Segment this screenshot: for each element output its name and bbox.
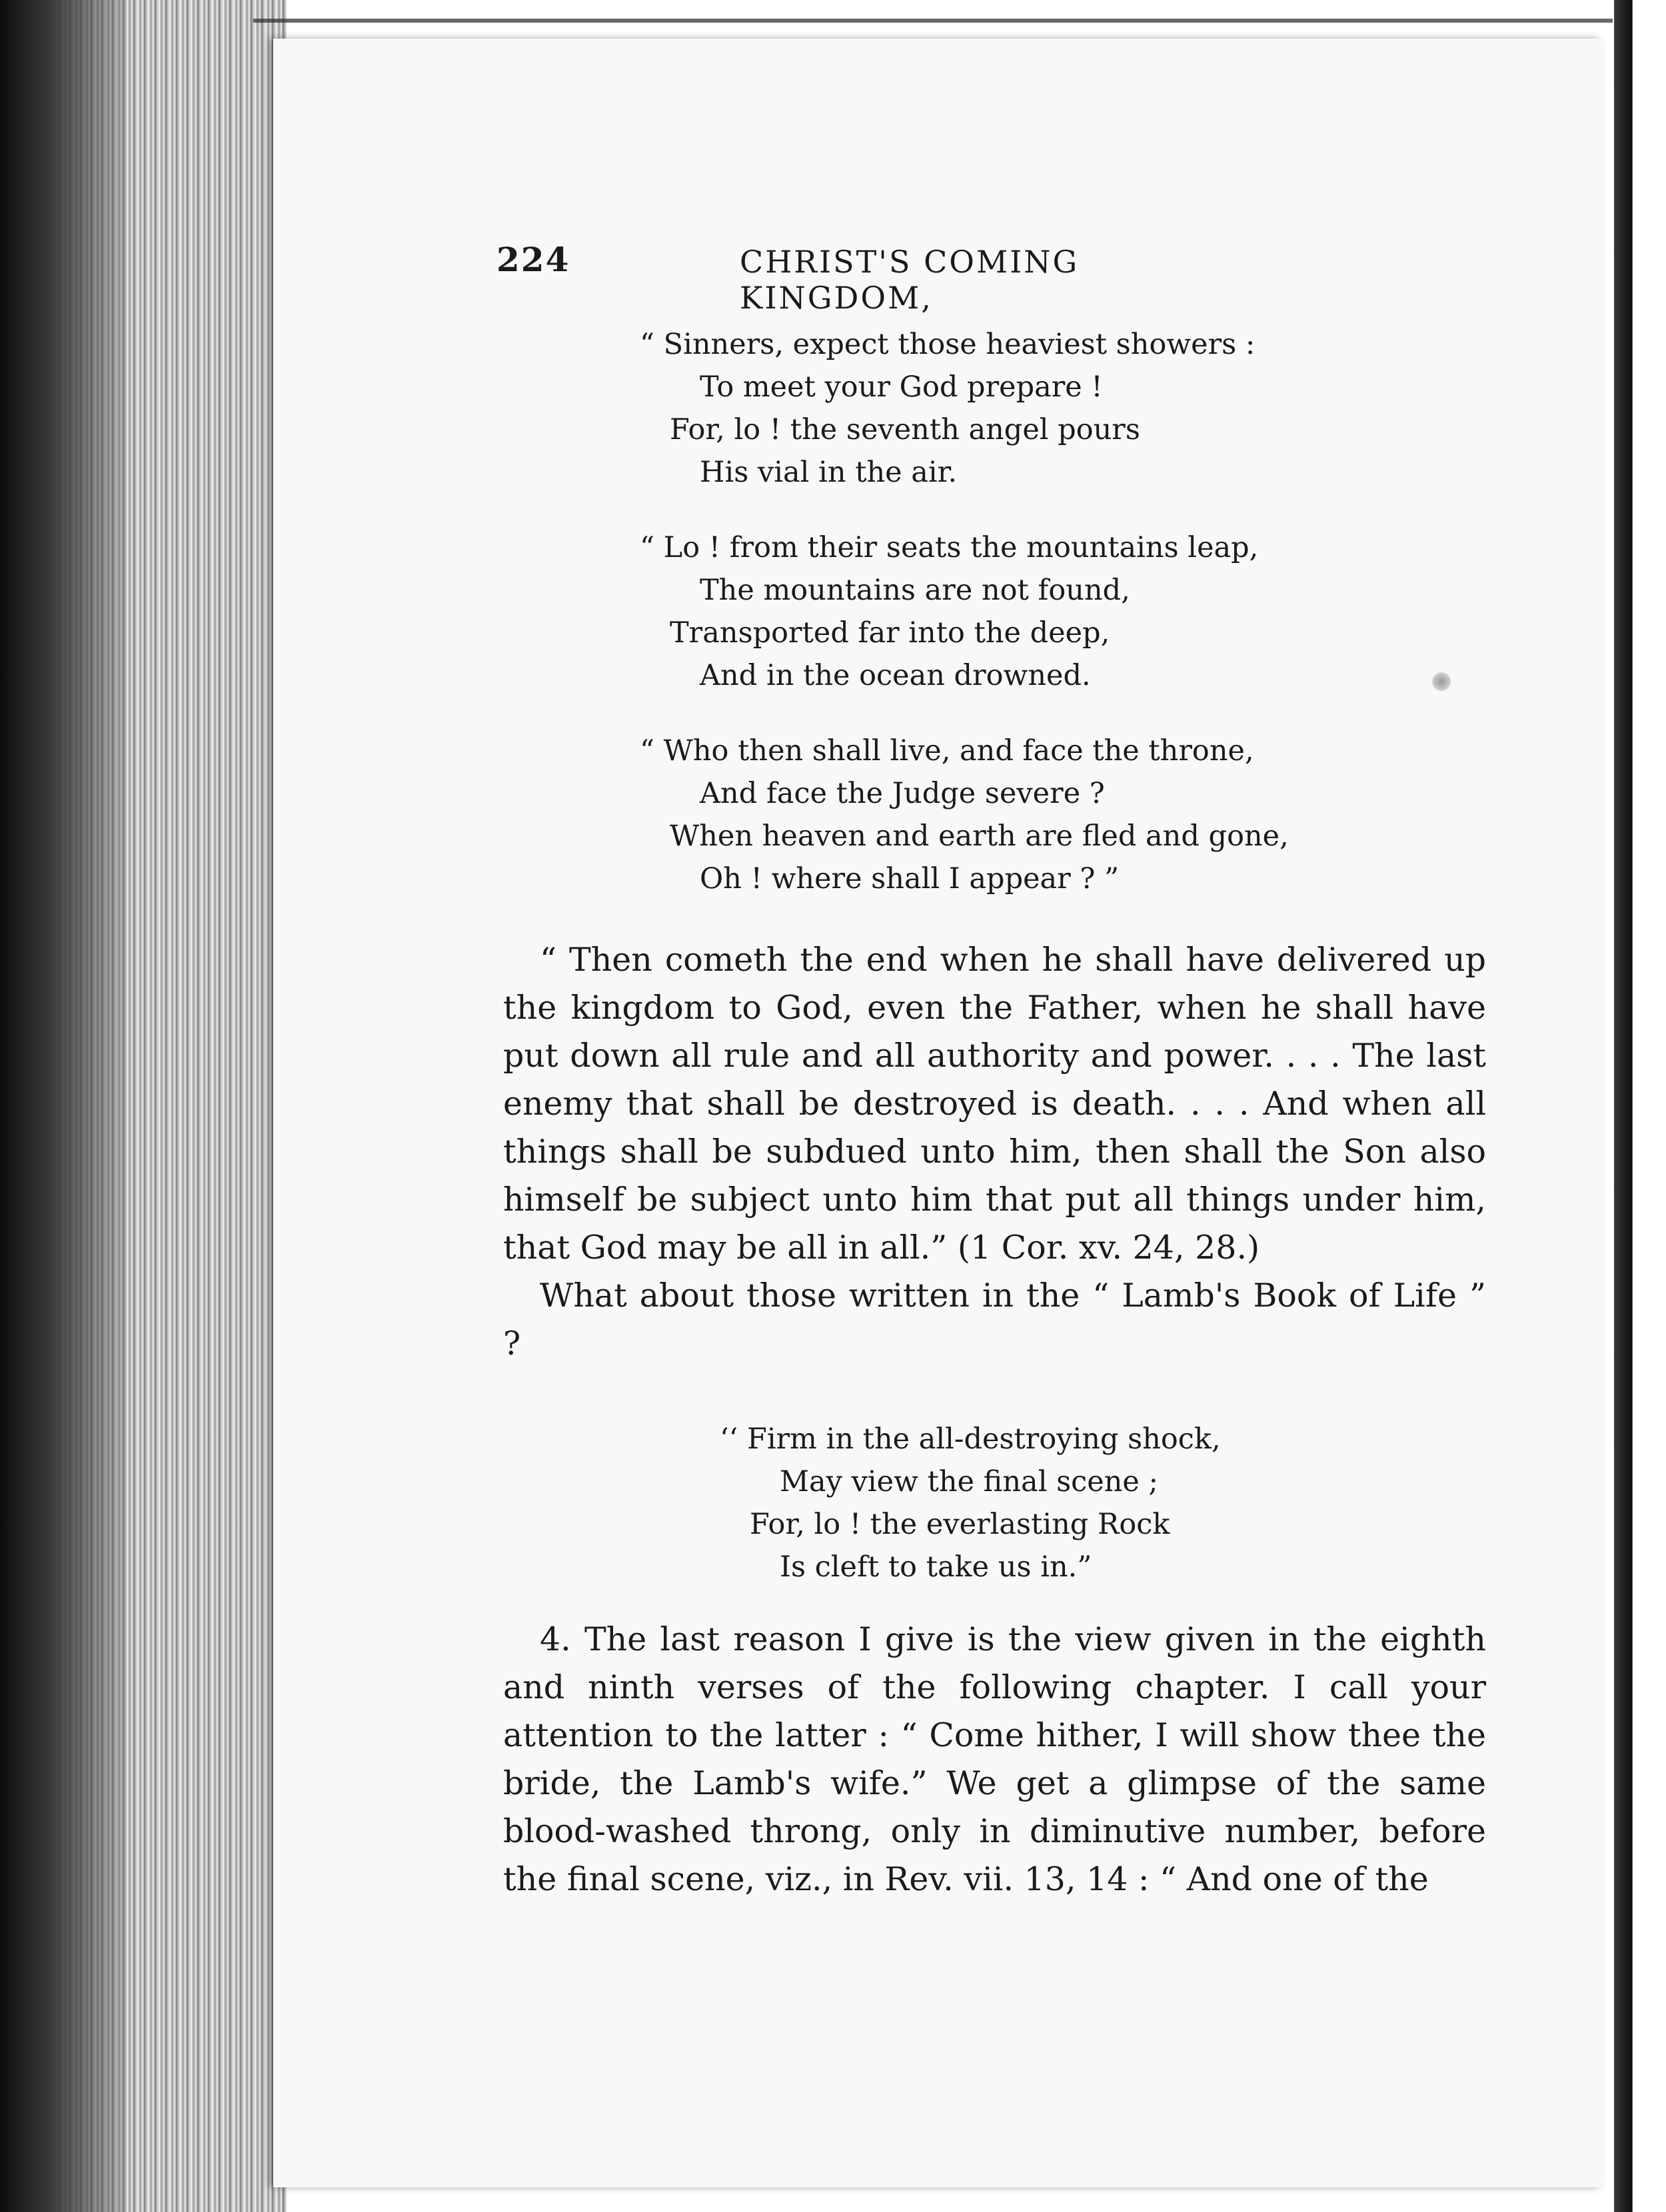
running-title: CHRIST'S COMING KINGDOM, — [740, 244, 1080, 316]
poem-stanza-4 — [720, 1418, 1221, 1588]
book-top-edge — [253, 19, 1613, 23]
book-page-edges — [0, 0, 287, 2212]
paragraph: “ Then cometh the end when he shall have delivered up the kingdom to God, even the Father, when he shall have put down all rule and all authority and power. . . . The last enemy that shall be destroyed is death. . . . And when all things shall be subdued unto him, then shall the Son also himself be subject unto him that put all things under him, that God may be all in all.” (1 Cor. xv. 24, 28.) — [503, 941, 1486, 1267]
body-text-block-1 — [503, 936, 1486, 1368]
verse-line: Is cleft to take us in.” — [780, 1550, 1092, 1584]
verse-line: His vial in the air. — [700, 456, 958, 489]
verse-line: For, lo ! the everlasting Rock — [750, 1508, 1170, 1541]
verse-line: For, lo ! the seventh angel pours — [670, 413, 1140, 446]
page-number: 224 — [496, 240, 570, 279]
verse-line: May view the final scene ; — [780, 1465, 1159, 1498]
poem-stanza-2 — [640, 526, 1258, 697]
verse-line: And in the ocean drowned. — [700, 659, 1091, 692]
body-text-block-2 — [503, 1616, 1486, 1904]
verse-line: The mountains are not found, — [700, 574, 1130, 607]
verse-line: And face the Judge severe ? — [700, 777, 1105, 810]
book-right-edge — [1614, 0, 1666, 2212]
verse-line: When heaven and earth are fled and gone, — [670, 820, 1289, 853]
ink-blot — [1431, 672, 1451, 692]
paragraph: What about those written in the “ Lamb's Book of Life ” ? — [503, 1277, 1486, 1363]
verse-line: To meet your God prepare ! — [700, 370, 1103, 404]
verse-line: “ Lo ! from their seats the mountains leap, — [640, 531, 1259, 564]
verse-line: “ Sinners, expect those heaviest showers : — [640, 328, 1255, 361]
poem-stanza-3 — [640, 730, 1289, 900]
running-head — [496, 240, 1230, 316]
verse-line: Transported far into the deep, — [670, 616, 1110, 650]
paragraph: 4. The last reason I give is the view given in the eighth and ninth verses of the following chapter. I call your attention to the latter : “ Come hither, I will show thee the bride, the Lamb's wife.” We get a glimpse of the same blood-washed throng, only in diminutive number, before the final scene, viz., in Rev. vii. 13, 14 : “ And one of the — [503, 1620, 1486, 1898]
verse-line: ‘‘ Firm in the all-destroying shock, — [720, 1422, 1221, 1456]
verse-line: “ Who then shall live, and face the throne, — [640, 734, 1254, 768]
poem-stanza-1 — [640, 323, 1255, 494]
verse-line: Oh ! where shall I appear ? ” — [700, 862, 1120, 895]
